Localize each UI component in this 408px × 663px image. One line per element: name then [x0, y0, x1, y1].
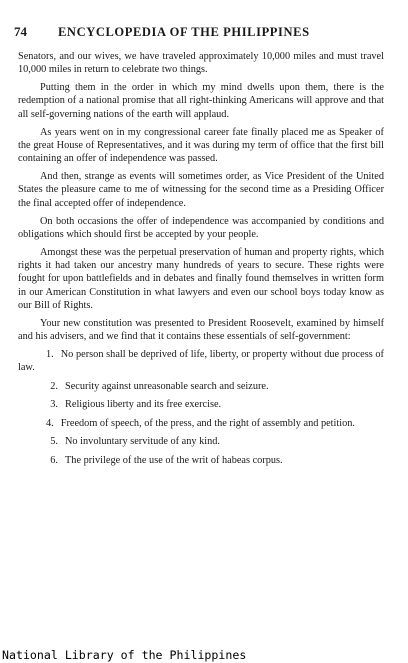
list-item	[18, 348, 384, 375]
list-number: 2.	[50, 380, 58, 392]
paragraph: Senators, and our wives, we have traveled approximately 10,000 miles and must travel 10,000 miles in return to celebrate two things.	[18, 51, 384, 76]
list-text: Security against unreasonable search and seizure.	[65, 380, 269, 392]
list-text: No person shall be deprived of life, liberty, or property without due process of law.	[18, 349, 384, 374]
list-number: 1.	[46, 349, 54, 361]
paragraph: Your new constitution was presented to President Roosevelt, examined by himself and his advisers, and we find that it contains these essentials of self-government:	[18, 317, 384, 343]
list-item	[18, 454, 384, 467]
paragraph: Amongst these was the perpetual preservation of human and property rights, which rights it had taken our ancestry many hundreds of years to secure. These rights were fought for upon battlefields and in debates and finally found themselves in written form in our American Constitution in what lawyers and even our school boys today know as our Bill of Rights.	[18, 246, 384, 312]
paragraph: On both occasions the offer of independence was accompanied by conditions and obligations which should first be accepted by your people.	[18, 215, 384, 240]
list-text: No involuntary servitude of any kind.	[65, 436, 220, 448]
library-watermark: National Library of the Philippines	[2, 648, 247, 662]
list-item	[18, 398, 384, 411]
list-number: 5.	[50, 436, 58, 448]
list-item	[18, 417, 384, 430]
list-number: 6.	[50, 454, 58, 466]
paragraph: And then, strange as events will sometimes order, as Vice President of the United States the pleasure came to me of witnessing for the second time as a Presiding Officer the final accepted offer of independence.	[18, 171, 384, 209]
list-number: 4.	[46, 417, 54, 429]
list-text: Religious liberty and its free exercise.	[65, 399, 222, 411]
page-header	[14, 24, 398, 40]
paragraph: As years went on in my congressional career fate finally placed me as Speaker of the great House of Representatives, and it was during my term of office that the first bill containing an offer of independence was passed.	[18, 126, 384, 165]
body-text	[18, 50, 384, 472]
list-item	[18, 380, 384, 393]
list-number: 3.	[50, 399, 58, 411]
page-number: 74	[14, 24, 27, 39]
list-text: Freedom of speech, of the press, and the right of assembly and petition.	[60, 417, 355, 429]
list-text: The privilege of the use of the writ of habeas corpus.	[65, 454, 283, 466]
running-title: ENCYCLOPEDIA OF THE PHILIPPINES	[58, 25, 310, 39]
paragraph: Putting them in the order in which my mind dwells upon them, there is the redemption of a national promise that all right-thinking Americans will approve and that all self-governing nations of the earth will applaud.	[18, 82, 384, 120]
list-item	[18, 435, 384, 448]
